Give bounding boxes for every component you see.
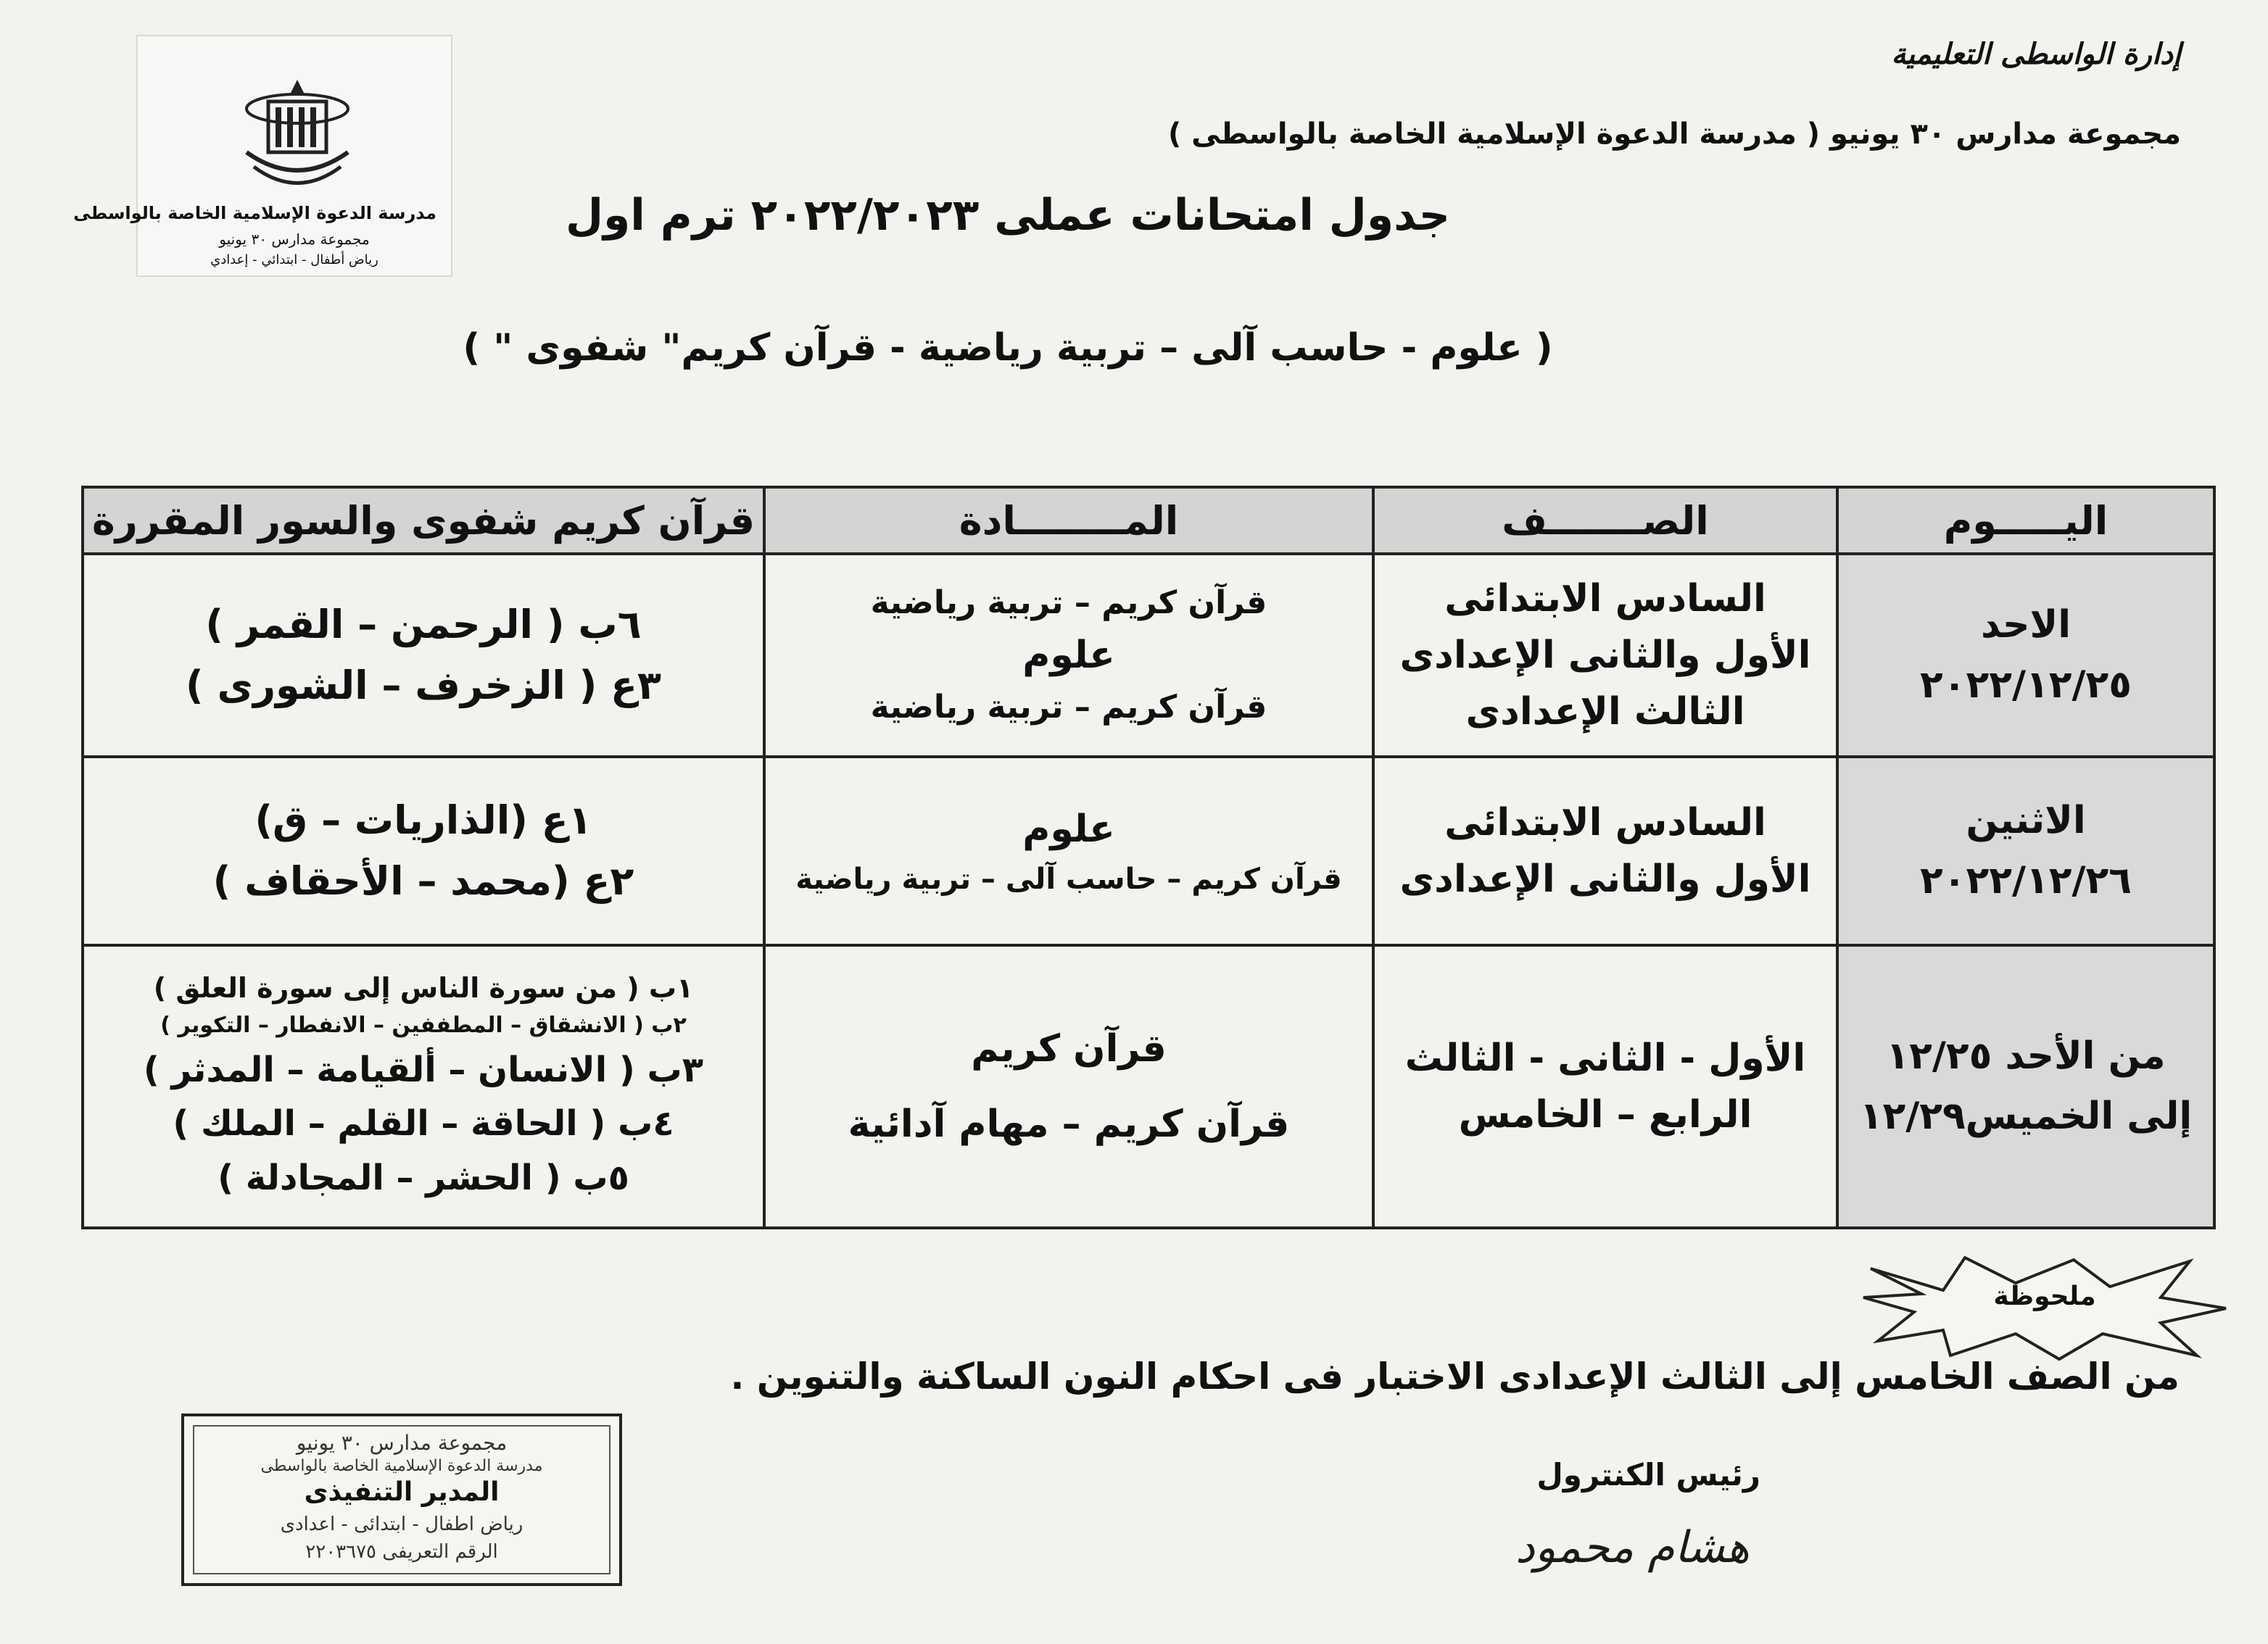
stamp-executive-director: المدير التنفيذى: [304, 1477, 500, 1507]
subject-cell: [764, 757, 1373, 945]
page-subtitle: ( علوم - حاسب آلى – تربية رياضية - قرآن كريم" شفوى " ): [463, 326, 1553, 370]
day-cell: [1837, 554, 2214, 757]
administration-name: إدارة الواسطى التعليمية: [1891, 38, 2181, 71]
subject-cell: [764, 554, 1373, 757]
page-title: جدول امتحانات عملى ٢٠٢٢/٢٠٢٣ ترم اول: [565, 190, 1451, 241]
exam-schedule-table: [81, 486, 2216, 1229]
logo-group-name: مجموعة مدارس ٣٠ يونيو: [219, 231, 370, 248]
school-group-name: مجموعة مدارس ٣٠ يونيو ( مدرسة الدعوة الإسلامية الخاصة بالواسطى ): [1167, 117, 2181, 151]
day-cell: [1837, 757, 2214, 945]
grade-cell: [1373, 945, 1837, 1228]
grade-line: الأول والثانى الإعدادى: [1399, 858, 1811, 901]
grade-cell: [1373, 757, 1837, 945]
stamp-stages: رياض اطفال - ابتدائى - اعدادى: [280, 1514, 523, 1535]
table-row: [83, 757, 2214, 945]
stamp-id-number: الرقم التعريفى ٢٢٠٣٦٧٥: [305, 1541, 498, 1563]
quran-cell: [83, 757, 764, 945]
day-date: ٢٠٢٢/١٢/٢٥: [1920, 663, 2132, 707]
control-head-signature: هشام محمود: [1515, 1522, 1750, 1573]
quran-line: ٣ع ( الزخرف – الشورى ): [186, 663, 661, 708]
note-label: ملحوظة: [1993, 1282, 2096, 1311]
subject-line: قرآن كريم – مهام آدائية: [848, 1103, 1290, 1146]
quran-line: ١ع (الذاريات – ق): [254, 797, 592, 844]
quran-line: ٤ب ( الحاقة – القلم – الملك ): [173, 1103, 674, 1145]
day-date: إلى الخميس١٢/٢٩: [1859, 1095, 2193, 1138]
grade-line: الأول والثانى الإعدادى: [1399, 634, 1811, 677]
quran-line: ٢ب ( الانشقاق – المطففين – الانفطار – التكوير ): [160, 1012, 687, 1038]
grade-line: الثالث الإعدادى: [1465, 690, 1745, 734]
quran-line: ٦ب ( الرحمن – القمر ): [205, 602, 642, 648]
control-head-title: رئيس الكنترول: [1536, 1457, 1760, 1493]
quran-cell: [83, 554, 764, 757]
logo-stages: رياض أطفال - ابتدائي - إعدادي: [210, 252, 378, 267]
subject-line: قرآن كريم: [971, 1027, 1167, 1071]
table-header-row: [83, 487, 2214, 554]
subject-line: علوم: [1022, 808, 1115, 851]
subject-cell: [764, 945, 1373, 1228]
table-row: [83, 554, 2214, 757]
quran-line: ٥ب ( الحشر – المجادلة ): [218, 1157, 629, 1198]
day-name: من الأحد ١٢/٢٥: [1886, 1034, 2166, 1078]
quran-cell: [83, 945, 764, 1228]
grade-line: الأول - الثانى - الثالث: [1404, 1037, 1806, 1080]
grade-cell: [1373, 554, 1837, 757]
header-quran: قرآن كريم شفوى والسور المقررة: [83, 487, 764, 554]
quran-line: ١ب ( من سورة الناس إلى سورة العلق ): [153, 971, 694, 1004]
header-day: اليـــــوم: [1837, 487, 2214, 554]
table-row: [83, 945, 2214, 1228]
logo-school-name: مدرسة الدعوة الإسلامية الخاصة بالواسطى: [73, 203, 436, 223]
day-name: الاحد: [1980, 602, 2072, 647]
day-date: ٢٠٢٢/١٢/٢٦: [1920, 859, 2132, 902]
subject-line: قرآن كريم – حاسب آلى – تربية رياضية: [795, 863, 1342, 896]
header-subject: المــــــــادة: [764, 487, 1373, 554]
grade-line: السادس الابتدائى: [1444, 801, 1766, 844]
stamp-group-name: مجموعة مدارس ٣٠ يونيو: [296, 1431, 508, 1455]
stamp-school-name: مدرسة الدعوة الإسلامية الخاصة بالواسطى: [260, 1457, 543, 1475]
official-stamp: [181, 1413, 622, 1586]
grade-line: الرابع – الخامس: [1458, 1093, 1752, 1137]
school-building-icon: [225, 65, 370, 196]
quran-line: ٢ع (محمد – الأحقاف ): [212, 858, 634, 904]
subject-line: علوم: [1022, 634, 1115, 677]
subject-line: قرآن كريم – تربية رياضية: [870, 689, 1267, 726]
day-cell: [1837, 945, 2214, 1228]
grade-line: السادس الابتدائى: [1444, 577, 1766, 620]
day-name: الاثنين: [1966, 798, 2086, 842]
header-grade: الصـــــــف: [1373, 487, 1837, 554]
note-text: من الصف الخامس إلى الثالث الإعدادى الاختبار فى احكام النون الساكنة والتنوين .: [730, 1356, 2180, 1398]
quran-line: ٣ب ( الانسان – ألقيامة – المدثر ): [143, 1049, 704, 1090]
subject-line: قرآن كريم – تربية رياضية: [870, 584, 1267, 621]
